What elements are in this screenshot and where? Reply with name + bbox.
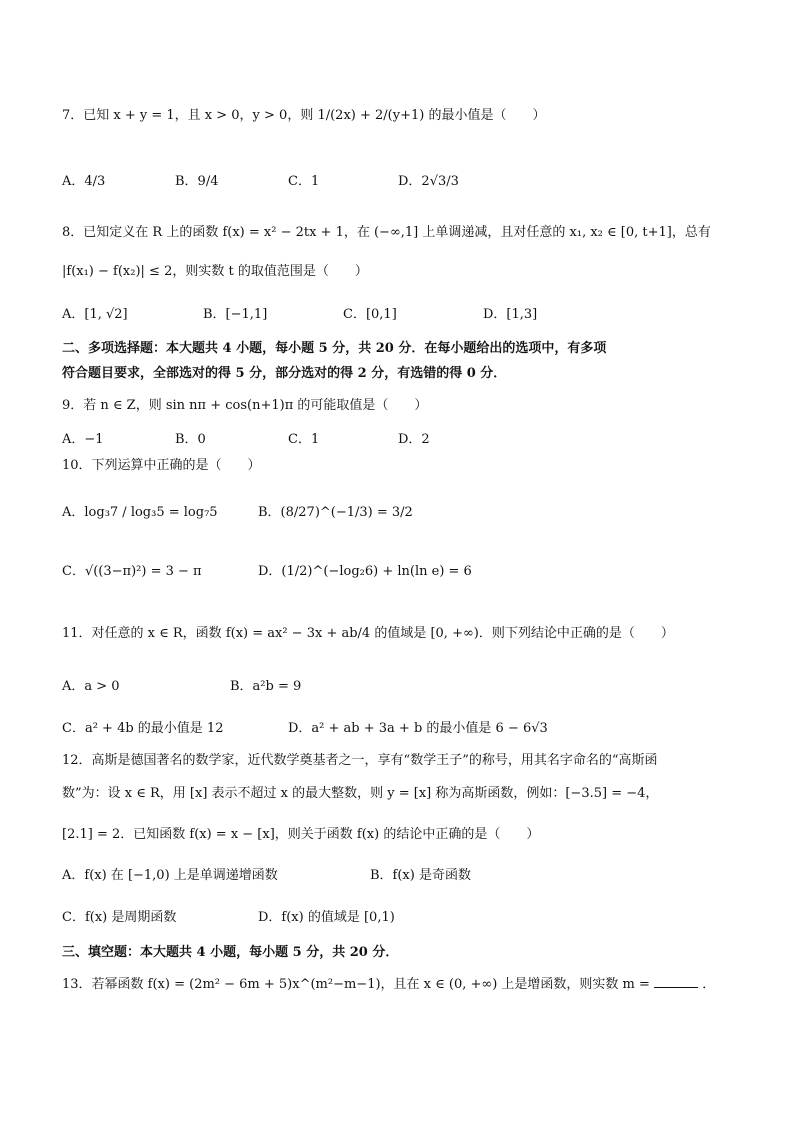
q7-option-b: B．9/4 bbox=[175, 174, 219, 189]
q9-option-d: D．2 bbox=[398, 432, 430, 447]
q13-stem-end: ． bbox=[702, 977, 716, 992]
q10-option-c: C．√((3−π)²) = 3 − π bbox=[62, 564, 202, 579]
section2-heading-line1: 二、多项选择题：本大题共 4 小题，每小题 5 分，共 20 分．在每小题给出的选项中，有多项 bbox=[62, 341, 607, 356]
q12-option-c: C．f(x) 是周期函数 bbox=[62, 910, 177, 925]
q9-option-c: C．1 bbox=[288, 432, 320, 447]
q11-option-b: B．a²b = 9 bbox=[230, 679, 302, 694]
q13-stem: 13．若幂函数 f(x) = (2m² − 6m + 5)x^(m²−m−1)，且在 x ∈ (0, +∞) 上是增函数，则实数 m = bbox=[62, 977, 650, 992]
q9-option-b: B．0 bbox=[175, 432, 206, 447]
q7-option-a: A．4/3 bbox=[62, 174, 106, 189]
q7-stem: 7．已知 x + y = 1，且 x > 0，y > 0，则 1/(2x) + 2/(y+1) 的最小值是（ ） bbox=[62, 108, 546, 123]
section3-heading: 三、填空题：本大题共 4 小题，每小题 5 分，共 20 分． bbox=[62, 945, 399, 960]
q8-stem-line2: |f(x₁) − f(x₂)| ≤ 2，则实数 t 的取值范围是（ ） bbox=[62, 264, 368, 279]
q7-option-d: D．2√3/3 bbox=[398, 174, 459, 189]
q10-stem: 10．下列运算中正确的是（ ） bbox=[62, 458, 261, 473]
q10-option-a: A．log₃7 / log₃5 = log₇5 bbox=[62, 505, 218, 520]
q12-option-a: A．f(x) 在 [−1,0) 上是单调递增函数 bbox=[62, 868, 278, 883]
q8-stem-line1: 8．已知定义在 R 上的函数 f(x) = x² − 2tx + 1，在 (−∞,1] 上单调递减，且对任意的 x₁, x₂ ∈ [0, t+1]，总有 bbox=[62, 225, 711, 240]
q11-option-c: C．a² + 4b 的最小值是 12 bbox=[62, 721, 224, 736]
q13-answer-blank bbox=[654, 975, 698, 988]
q11-option-d: D．a² + ab + 3a + b 的最小值是 6 − 6√3 bbox=[288, 721, 548, 736]
q9-stem: 9．若 n ∈ Z，则 sin nπ + cos(n+1)π 的可能取值是（ ） bbox=[62, 398, 428, 413]
q8-option-c: C．[0,1] bbox=[343, 307, 397, 322]
q12-option-d: D．f(x) 的值域是 [0,1) bbox=[258, 910, 395, 925]
q12-stem-line2: 数”为：设 x ∈ R，用 [x] 表示不超过 x 的最大整数，则 y = [x] 称为高斯函数，例如：[−3.5] = −4， bbox=[62, 786, 659, 801]
q10-option-b: B．(8/27)^(−1/3) = 3/2 bbox=[258, 505, 413, 520]
q9-option-a: A．−1 bbox=[62, 432, 104, 447]
q13-stem-row bbox=[62, 975, 715, 995]
q8-option-a: A．[1, √2] bbox=[62, 307, 128, 322]
q8-option-b: B．[−1,1] bbox=[203, 307, 268, 322]
section2-heading-line2: 符合题目要求，全部选对的得 5 分，部分选对的得 2 分，有选错的得 0 分． bbox=[62, 366, 507, 381]
q11-option-a: A．a > 0 bbox=[62, 679, 120, 694]
q8-option-d: D．[1,3] bbox=[483, 307, 538, 322]
q12-stem-line3: [2.1] = 2．已知函数 f(x) = x − [x]，则关于函数 f(x) 的结论中正确的是（ ） bbox=[62, 827, 540, 842]
q7-option-c: C．1 bbox=[288, 174, 320, 189]
q10-option-d: D．(1/2)^(−log₂6) + ln(ln e) = 6 bbox=[258, 564, 472, 579]
q11-stem: 11．对任意的 x ∈ R，函数 f(x) = ax² − 3x + ab/4 的值域是 [0, +∞)．则下列结论中正确的是（ ） bbox=[62, 626, 674, 641]
q12-stem-line1: 12．高斯是德国著名的数学家，近代数学奠基者之一，享有“数学王子”的称号，用其名字命名的“高斯函 bbox=[62, 753, 658, 768]
q12-option-b: B．f(x) 是奇函数 bbox=[370, 868, 471, 883]
